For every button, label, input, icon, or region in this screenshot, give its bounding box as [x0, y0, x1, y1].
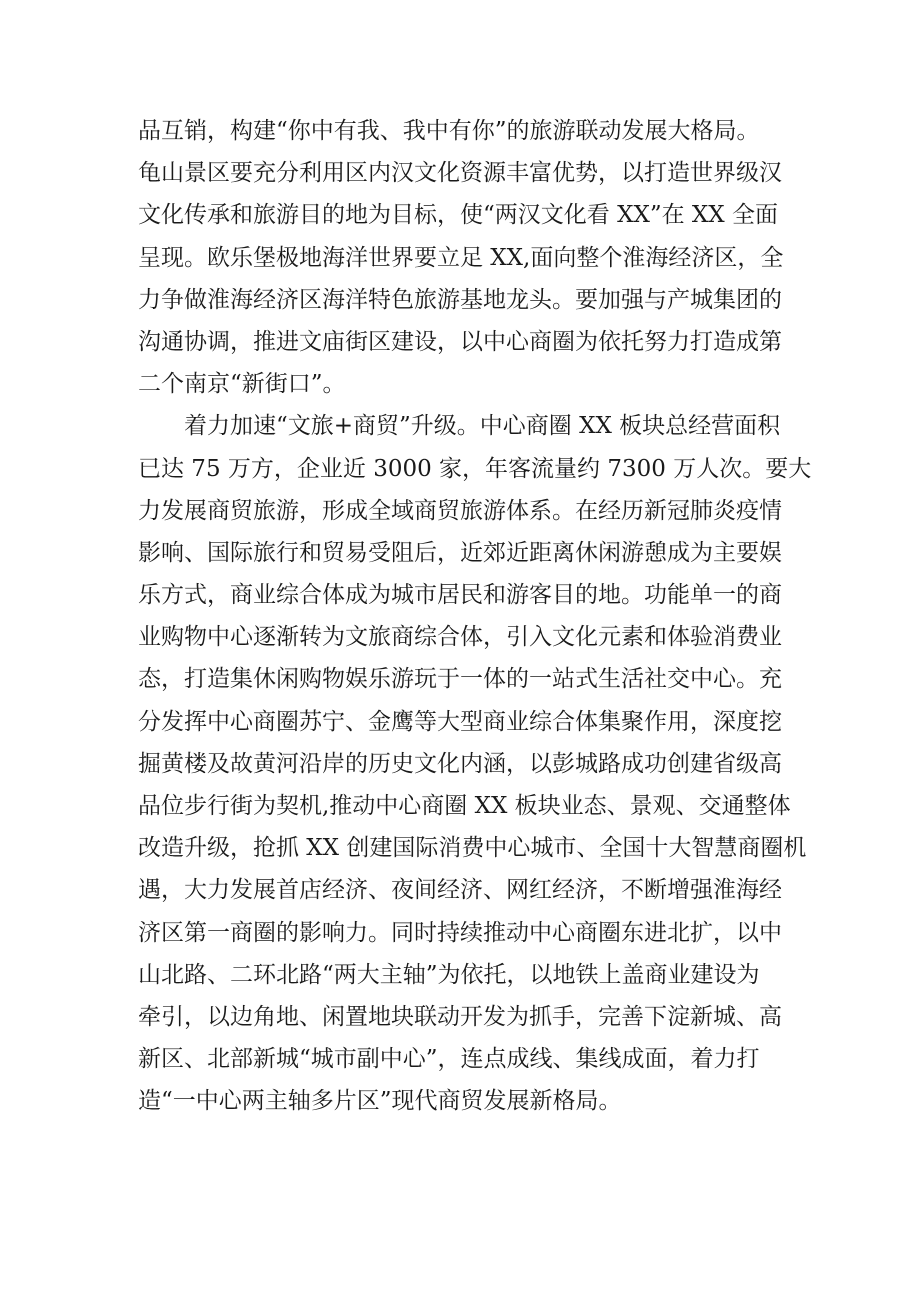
text-line: 沟通协调，推进文庙街区建设，以中心商圈为依托努力打造成第 [138, 328, 782, 355]
text-line: 分发挥中心商圈苏宁、金鹰等大型商业综合体集聚作用，深度挖 [138, 708, 782, 735]
text-line: 影响、国际旅行和贸易受阻后，近郊近距离休闲游憩成为主要娱 [138, 539, 782, 566]
body-text [138, 110, 812, 1123]
text-line: 牵引，以边角地、闲置地块联动开发为抓手，完善下淀新城、高 [138, 1003, 782, 1030]
text-line: 呈现。欧乐堡极地海洋世界要立足 XX,面向整个淮海经济区，全 [138, 244, 784, 271]
text-line: 乐方式，商业综合体成为城市居民和游客目的地。功能单一的商 [138, 582, 782, 609]
text-line: 改造升级，抢抓 XX 创建国际消费中心城市、全国十大智慧商圈机 [138, 835, 807, 862]
text-line: 龟山景区要充分利用区内汉文化资源丰富优势，以打造世界级汉 [138, 160, 782, 187]
text-line: 造“一中心两主轴多片区”现代商贸发展新格局。 [138, 1088, 622, 1115]
text-line: 品位步行街为契机,推动中心商圈 XX 板块业态、景观、交通整体 [138, 793, 791, 819]
text-line: 态，打造集休闲购物娱乐游玩于一体的一站式生活社交中心。充 [138, 666, 782, 693]
paragraph-2 [138, 405, 812, 1122]
text-line: 力发展商贸旅游，形成全域商贸旅游体系。在经历新冠肺炎疫情 [138, 497, 782, 524]
text-line: 遇，大力发展首店经济、夜间经济、网红经济，不断增强淮海经 [138, 877, 782, 904]
text-line: 业购物中心逐渐转为文旅商综合体，引入文化元素和体验消费业 [138, 624, 782, 651]
text-line: 山北路、二环北路“两大主轴”为依托，以地铁上盖商业建设为 [138, 961, 760, 988]
text-line: 二个南京“新街口”。 [138, 371, 346, 398]
text-line: 济区第一商圈的影响力。同时持续推动中心商圈东进北扩，以中 [138, 919, 782, 946]
text-line: 文化传承和旅游目的地为目标，使“两汉文化看 XX”在 XX 全面 [138, 202, 778, 229]
text-line: 掘黄楼及故黄河沿岸的历史文化内涵，以彭城路成功创建省级高 [138, 750, 782, 777]
text-line: 力争做淮海经济区海洋特色旅游基地龙头。要加强与产城集团的 [138, 286, 782, 313]
paragraph-1 [138, 110, 788, 405]
text-line: 新区、北部新城“城市副中心”，连点成线、集线成面，着力打 [138, 1046, 760, 1073]
text-line: 已达 75 万方，企业近 3000 家，年客流量约 7300 万人次。要大 [138, 455, 812, 482]
text-line: 着力加速“文旅+商贸”升级。中心商圈 XX 板块总经营面积 [184, 413, 781, 440]
text-line: 品互销，构建“你中有我、我中有你”的旅游联动发展大格局。 [138, 118, 760, 144]
